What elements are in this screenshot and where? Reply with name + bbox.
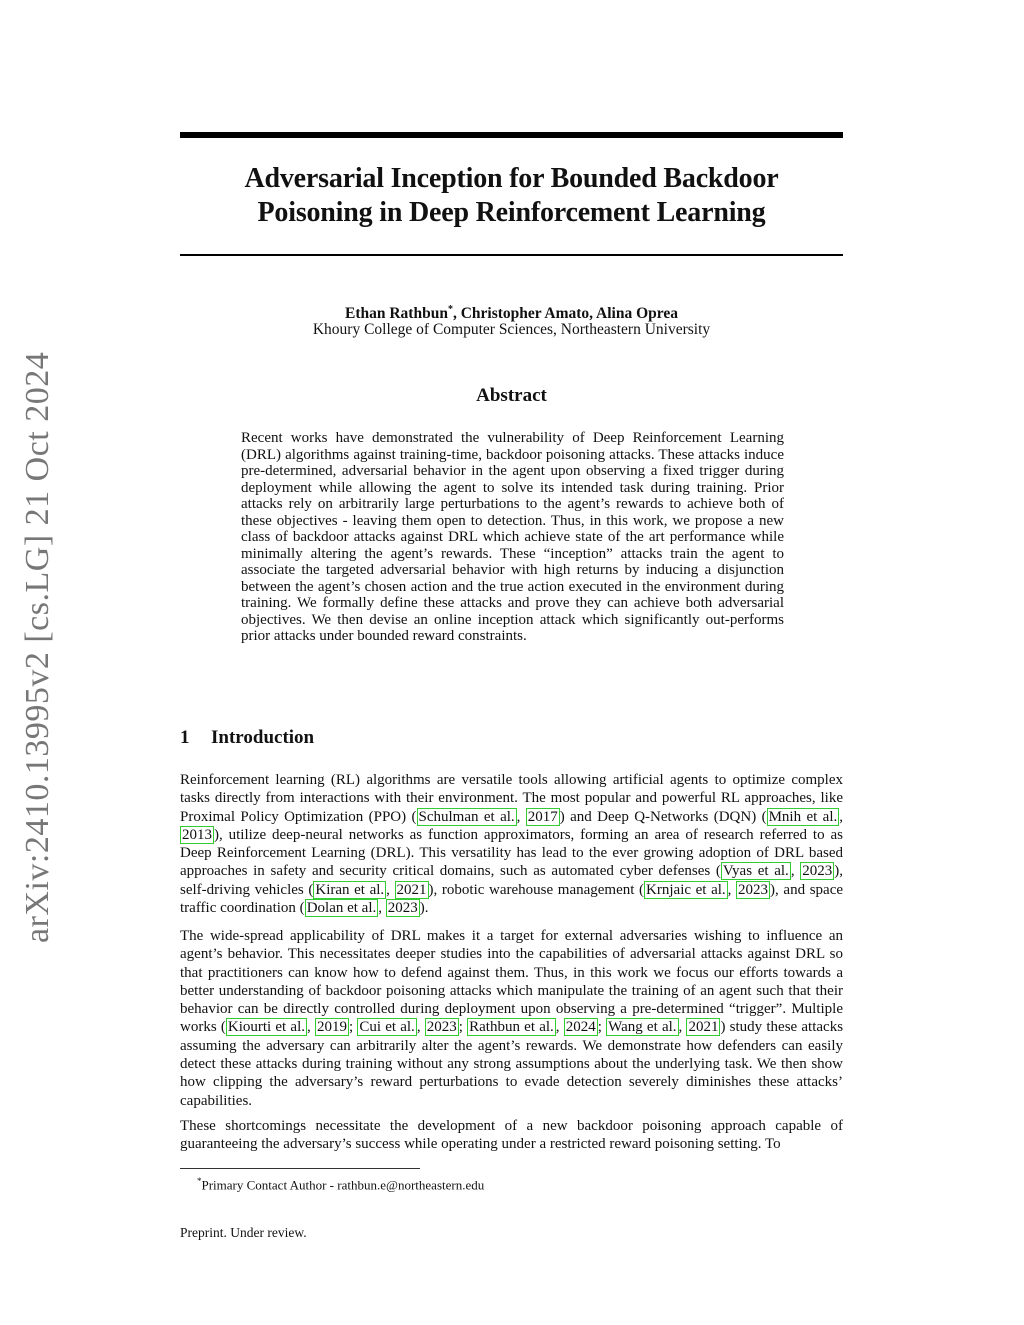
citation-link[interactable]: Rathbun et al. bbox=[469, 1019, 554, 1036]
section-title: Introduction bbox=[211, 727, 315, 748]
section-number: 1 bbox=[180, 727, 190, 748]
preprint-note: Preprint. Under review. bbox=[180, 1225, 307, 1240]
citation-link[interactable]: Kiourti et al. bbox=[227, 1019, 305, 1036]
footnote bbox=[197, 1173, 484, 1193]
author-footnote-mark: * bbox=[447, 304, 453, 315]
citation-link[interactable]: Vyas et al. bbox=[722, 863, 789, 880]
citation-link[interactable]: Cui et al. bbox=[359, 1019, 415, 1036]
citation-link[interactable]: Kiran et al. bbox=[315, 881, 385, 898]
citation-link[interactable]: Wang et al. bbox=[608, 1019, 677, 1036]
citation-year-link[interactable]: 2021 bbox=[396, 881, 427, 898]
citation-year-link[interactable]: 2023 bbox=[426, 1019, 457, 1036]
citation-year-link[interactable]: 2019 bbox=[316, 1019, 347, 1036]
citation-year-link[interactable]: 2024 bbox=[565, 1019, 596, 1036]
author-first: Ethan Rathbun bbox=[344, 305, 448, 323]
footnote-text: Primary Contact Author - rathbun.e@northeastern.edu bbox=[201, 1177, 485, 1193]
citation-year-link[interactable]: 2021 bbox=[688, 1019, 719, 1036]
abstract-heading: Abstract bbox=[476, 385, 547, 406]
footnote-mark: * bbox=[197, 1176, 202, 1186]
title-bottom-rule bbox=[180, 254, 843, 256]
citation-year-link[interactable]: 2023 bbox=[802, 863, 833, 880]
section-heading bbox=[180, 726, 314, 750]
citation-year-link[interactable]: 2023 bbox=[738, 881, 769, 898]
abstract-text: Recent works have demonstrated the vulnerability of Deep Reinforcement Learning (DRL) algorithms against training-time, backdoor poisoning attacks. These attacks induce pre-determined, adversarial behavior in the agent upon observing a fixed trigger during deployment while allowing the agent to solve its intended task during training. Prior attacks rely on arbitrarily large perturbations to the agent’s rewards to achieve both of these objectives - leaving them open to detection. Thus, in this work, we propose a new class of backdoor attacks against DRL which achieve state of the art performance while minimally altering the agent’s rewards. These “inception” attacks train the agent to associate the targeted adversarial behavior with high returns by inducing a disjunction between the agent’s chosen action and the true action executed in the environment during training. We formally define these attacks and prove they can achieve both adversarial objectives. We then devise an online inception attack which significantly out-performs prior attacks under bounded reward constraints. bbox=[241, 430, 784, 644]
title-line-1: Adversarial Inception for Bounded Backdoor bbox=[244, 163, 779, 194]
citation-link[interactable]: Mnih et al. bbox=[768, 808, 838, 825]
citation-link[interactable]: Krnjaic et al. bbox=[646, 881, 726, 898]
author-list: Ethan Rathbun*, Christopher Amato, Alina Oprea bbox=[344, 304, 678, 323]
intro-paragraph-2: The wide-spread applicability of DRL makes it a target for external adversaries wishing to influence an agent’s behavior. This necessitates deeper studies into the capabilities of adversarial attacks against DRL so that practitioners can know how to defend against them. Thus, in this work we focus our efforts towards a better understanding of backdoor poisoning attacks which manipulate the training of an agent such that their behavior can be directly controlled during deployment upon observing a pre-determined “trigger”. Multiple works ( Kiourti et al. , 2019 ; Cui et al. , 2023 ; Rathbun et al. , 2024 ; Wang et al. , 2021 ) study these attacks assuming the adversary can arbitrarily alter the agent’s rewards. We demonstrate how defenders can easily detect these attacks during training without any strong assumptions about the underlying task. We then show how clipping the adversary’s reward perturbations to evade detection severely diminishes these attacks’ capabilities. bbox=[180, 928, 844, 1109]
citation-year-link[interactable]: 2013 bbox=[182, 826, 212, 843]
affiliation: Khoury College of Computer Sciences, Northeastern University bbox=[312, 321, 711, 338]
author-others: Christopher Amato, Alina Oprea bbox=[460, 305, 678, 323]
citation-year-link[interactable]: 2023 bbox=[387, 900, 418, 917]
intro-paragraph-3: These shortcomings necessitate the development of a new backdoor poisoning approach capable of guaranteeing the adversary’s success while operating under a restricted reward poisoning setting. To bbox=[180, 1118, 843, 1153]
intro-paragraph-1: Reinforcement learning (RL) algorithms are versatile tools allowing artificial agents to optimize complex tasks directly from interactions with their environment. The most popular and powerful RL approaches, like Proximal Policy Optimization (PPO) ( Schulman et al. , 2017 ) and Deep Q-Networks (DQN) ( Mnih et al. , 2013 ), utilize deep-neural networks as function approximators, forming an area of research referred to as Deep Reinforcement Learning (DRL). This versatility has lead to the ever growing adoption of DRL based approaches in safety and security critical domains, such as automated cyber defenses ( Vyas et al. , 2023 ), self-driving vehicles ( Kiran et al. , 2021 ), robotic warehouse management ( Krnjaic et al. , 2023 ), and space traffic coordination ( Dolan et al. , 2023 ). bbox=[180, 772, 844, 917]
citation-link[interactable]: Dolan et al. bbox=[306, 900, 377, 917]
citation-year-link[interactable]: 2017 bbox=[527, 808, 558, 825]
footnote-rule bbox=[180, 1168, 420, 1169]
title-top-rule bbox=[180, 132, 843, 138]
arxiv-identifier-stamp: arXiv:2410.13995v2 [cs.LG] 21 Oct 2024 bbox=[19, 351, 56, 943]
title-line-2: Poisoning in Deep Reinforcement Learning bbox=[257, 197, 766, 228]
citation-link[interactable]: Schulman et al. bbox=[418, 808, 515, 825]
paper-title bbox=[180, 162, 843, 230]
